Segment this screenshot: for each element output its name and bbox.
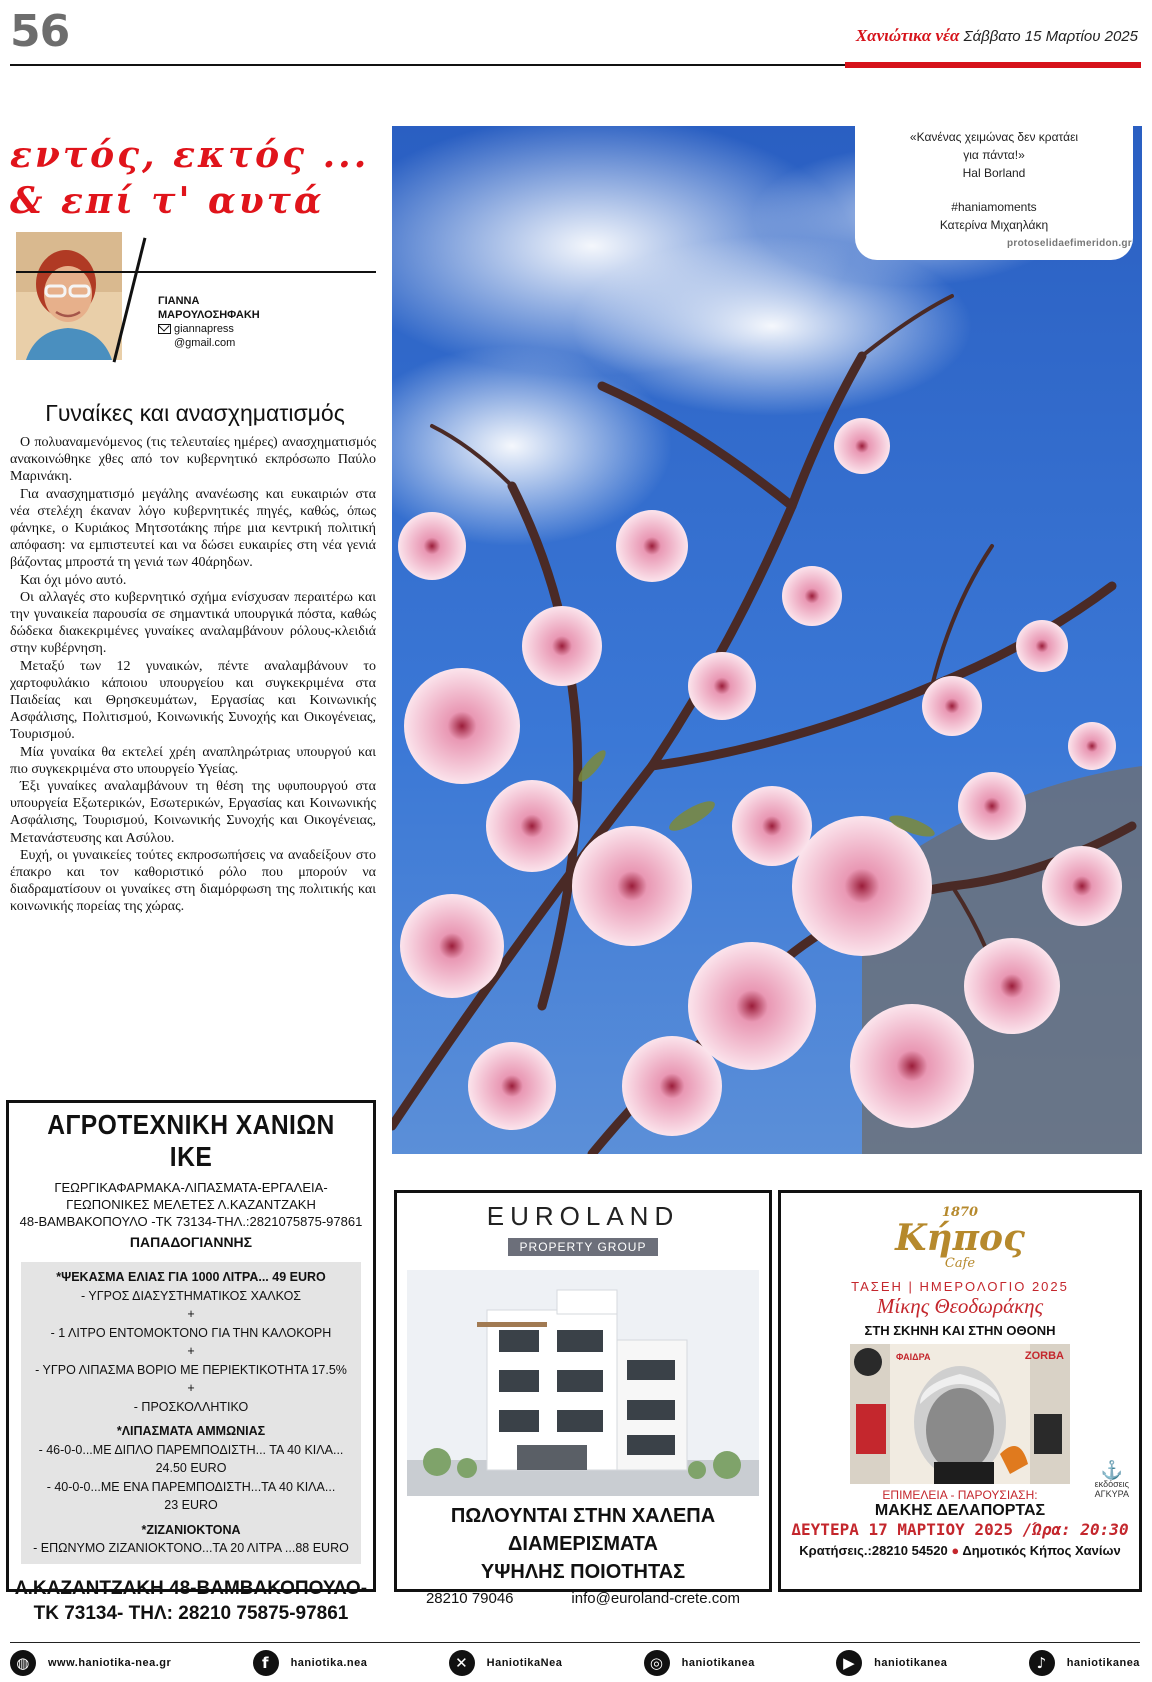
quote-line-1: «Κανένας χειμώνας δεν κρατάει xyxy=(909,130,1079,144)
event-title: ΣΤΗ ΣΚΗΝΗ ΚΑΙ ΣΤΗΝ ΟΘΟΝΗ xyxy=(864,1323,1056,1338)
article-paragraph: Για ανασχηματισμό μεγάλης ανανέωσης και ευκαιριών στα νέα στελέχη έκαναν λόγο κυβερνητικές πηγές, καθώς, όπως φάνηκε, ο Κυριάκος Μητσοτάκης πήρε μια κεντρική πολιτική απόφαση: να εμπιστευτεί και να δώσει ευκαιρίες στη νέα γενιά βάζοντας μπροστά τη γενιά των 40άρηδων. xyxy=(10,486,376,571)
offer-item: - 46-0-0...ΜΕ ΔΙΠΛΟ ΠΑΡΕΜΠΟΔΙΣΤΗ... ΤΑ 40 ΚΙΛΑ... xyxy=(38,1442,344,1457)
publisher-label: εκδόσεις xyxy=(1094,1479,1129,1489)
ad-kipos-cafe xyxy=(778,1190,1142,1592)
tiktok-label: haniotikanea xyxy=(1066,1657,1140,1669)
author-name-2: ΜΑΡΟΥΛΟΣΗΦΑΚΗ xyxy=(158,309,260,321)
mail-icon xyxy=(158,324,171,334)
footer-facebook[interactable] xyxy=(253,1650,368,1676)
website-label: www.haniotika-nea.gr xyxy=(48,1657,172,1669)
anchor-icon: ⚓ xyxy=(1100,1460,1124,1480)
euroland-line: ΔΙΑΜΕΡΙΣΜΑΤΑ xyxy=(508,1533,658,1555)
publisher xyxy=(1095,1461,1129,1499)
euroland-line: ΠΩΛΟΥΝΤΑΙ ΣΤΗΝ ΧΑΛΕΠΑ xyxy=(450,1505,716,1527)
author-name-1: ΓΙΑΝΝΑ xyxy=(158,295,200,307)
article-paragraph: Ευχή, οι γυναικείες τούτες εκπροσωπήσεις να αναδείξουν στο έπακρο και τον καθοριστικό ρόλο που μπορούν να διαδραματίσουν οι γυναίκες στη διαμόρφωση της πολιτικής και κοινωνικής πορείας της χώρας. xyxy=(10,847,376,915)
watermark: protoselidaefimeridon.gr xyxy=(1007,238,1132,249)
offer-plus: + xyxy=(187,1307,195,1321)
tiktok-icon: ♪ xyxy=(1029,1650,1055,1676)
author-rule xyxy=(16,271,376,273)
article-paragraph: Και όχι μόνο αυτό. xyxy=(20,572,127,588)
euroland-contact xyxy=(397,1590,769,1607)
euroland-line: ΥΨΗΛΗΣ ΠΟΙΟΤΗΤΑΣ xyxy=(480,1561,686,1583)
curation-label: ΕΠΙΜΕΛΕΙΑ - ΠΑΡΟΥΣΙΑΣΗ: xyxy=(882,1488,1038,1502)
facebook-icon: f xyxy=(253,1650,279,1676)
page-number: 56 xyxy=(10,6,70,57)
footer-rule xyxy=(10,1642,1140,1643)
quote-line-2: για πάντα!» xyxy=(963,148,1025,162)
author-email-1: giannapress xyxy=(174,323,234,335)
euroland-text xyxy=(397,1502,769,1586)
author-email-2: @gmail.com xyxy=(174,337,236,349)
venue: Δημοτικός Κήπος Χανίων xyxy=(962,1543,1121,1558)
article-title: Γυναίκες και ανασχηματισμός xyxy=(45,400,345,426)
event-date: ΔΕΥΤΕΡΑ 17 ΜΑΡΤΙΟΥ 2025 xyxy=(791,1520,1013,1539)
header-red-bar xyxy=(845,62,1141,68)
footer-youtube[interactable] xyxy=(836,1650,947,1676)
ad-agro-name: ΠΑΠΑΔΟΓΙΑΝΝΗΣ xyxy=(129,1234,253,1250)
event-series: ΤΑΣΕΗ | ΗΜΕΡΟΛΟΓΙΟ 2025 xyxy=(851,1279,1069,1294)
footer-social xyxy=(10,1648,1140,1678)
youtube-label: haniotikanea xyxy=(874,1657,948,1669)
instagram-icon: ◎ xyxy=(644,1650,670,1676)
newspaper-brand: Χανιώτικα νέα xyxy=(855,26,960,45)
event-datetime xyxy=(781,1520,1139,1539)
ad-agro-address-line: Λ.ΚΑΖΑΝΤΖΑΚΗ 48-ΒΑΜΒΑΚΟΠΟΥΛΟ- xyxy=(14,1578,368,1599)
ad-agro-line: ΓΕΩΠΟΝΙΚΕΣ ΜΕΛΕΤΕΣ Λ.ΚΑΖΑΝΤΖΑΚΗ xyxy=(66,1197,316,1212)
offer-heading: *ΛΙΠΑΣΜΑΤΑ ΑΜΜΩΝΙΑΣ xyxy=(116,1424,266,1438)
euroland-group: PROPERTY GROUP xyxy=(508,1238,659,1256)
article-paragraph: Μεταξύ των 12 γυναικών, πέντε αναλαμβάνουν το χαρτοφυλάκιο κάποιου υπουργείου και συγκεκριμένα στα Παιδείας και Θρησκευμάτων, Εργασίας και Κοινωνικής Ασφάλισης, Πολιτισμού, Κοινωνικής Συνοχής και Οικογένειας, Τουρισμού. xyxy=(10,658,376,743)
offer-item: - ΕΠΩΝΥΜΟ ΖΙΖΑΝΙΟΚΤΟΝΟ...ΤΑ 20 ΛΙΤΡΑ ...88 EURO xyxy=(33,1541,349,1555)
article-paragraph: Οι αλλαγές στο κυβερνητικό σχήμα ενίσχυσαν περαιτέρω και την γυναικεία παρουσία σε σημαντικά υπουργικά πόστα, καθώς δώδεκα διακεκριμένες γυναίκες αναλαμβάνουν ρόλους-κλειδιά στην κυβέρνηση. xyxy=(10,589,376,657)
author-photo xyxy=(16,232,122,360)
offer-price: 23 EURO xyxy=(164,1498,218,1512)
footer-instagram[interactable] xyxy=(644,1650,755,1676)
author-info xyxy=(158,294,260,350)
kipos-logo: Κήπος xyxy=(895,1217,1025,1259)
author-email xyxy=(158,322,260,350)
instagram-label: haniotikanea xyxy=(681,1657,755,1669)
ad-euroland xyxy=(394,1190,772,1607)
quote-author: Hal Borland xyxy=(962,166,1026,180)
article-paragraph: Ο πολυαναμενόμενος (τις τελευταίες ημέρες) ανασχηματισμός ανακοινώθηκε χθες από τον κυβερνητικό εκπρόσωπο Παύλο Μαρινάκη. xyxy=(10,435,376,485)
offer-item: *ΨΕΚΑΣΜΑ ΕΛΙΑΣ ΓΙΑ 1000 ΛΙΤΡΑ... 49 EURO xyxy=(56,1270,326,1284)
offer-item: - 40-0-0...ΜΕ ΕΝΑ ΠΑΡΕΜΠΟΔΙΣΤΗ...ΤΑ 40 ΚΙΛΑ... xyxy=(46,1479,336,1494)
footer-website[interactable] xyxy=(10,1650,171,1676)
facebook-label: haniotika.nea xyxy=(290,1657,368,1669)
offer-item: - 1 ΛΙΤΡΟ ΕΝΤΟΜΟΚΤΟΝΟ ΓΙΑ ΤΗΝ ΚΑΛΟΚΟΡΗ xyxy=(50,1325,332,1340)
article-paragraph: Μία γυναίκα θα εκτελεί χρέη αναπληρώτριας υπουργού και πιο συγκεκριμένα στο υπουργείο Υγείας. xyxy=(10,744,376,777)
column-title xyxy=(10,132,380,224)
ad-agro-details xyxy=(9,1179,373,1230)
kipos-year: 1870 xyxy=(941,1205,979,1220)
offer-price: 24.50 EURO xyxy=(155,1461,227,1475)
ad-agro-offers xyxy=(21,1262,361,1564)
x-icon: ✕ xyxy=(449,1650,475,1676)
offer-plus: + xyxy=(187,1344,195,1358)
youtube-icon: ▶ xyxy=(836,1650,862,1676)
publisher-name: ΑΓΚΥΡΑ xyxy=(1094,1489,1129,1499)
euroland-email: info@euroland-crete.com xyxy=(571,1590,741,1607)
ad-agrotechniki xyxy=(6,1100,376,1624)
offer-item: - ΥΓΡΟ ΛΙΠΑΣΜΑ ΒΟΡΙΟ ΜΕ ΠΕΡΙΕΚΤΙΚΟΤΗΤΑ 17.5% xyxy=(35,1362,347,1377)
euroland-phone: 28210 79046 xyxy=(425,1590,514,1607)
ad-agro-title: ΑΓΡΟΤΕΧΝΙΚΗ ΧΑΝΙΩΝ ΙΚΕ xyxy=(47,1109,335,1172)
x-label: HaniotikaNea xyxy=(486,1657,563,1669)
event-info xyxy=(781,1543,1139,1558)
euroland-logo: EUROLAND xyxy=(486,1201,680,1231)
building-render xyxy=(407,1270,759,1496)
masthead xyxy=(856,26,1138,46)
ad-agro-line: ΓΕΩΡΓΙΚΑΦΑΡΜΑΚΑ-ΛΙΠΑΣΜΑΤΑ-ΕΡΓΑΛΕΙΑ- xyxy=(54,1180,328,1195)
poster-text-1: ΦΑΙΔΡΑ xyxy=(896,1352,931,1362)
article-paragraph: Έξι γυναίκες αναλαμβάνουν τη θέση της υφυπουργού στα υπουργεία Εξωτερικών, Εσωτερικών, Εργασίας και Κοινωνικής Ασφάλισης, Τουρισμού, Κοινωνικής Συνοχής και Οικογένειας, Μετανάστευσης και Ασύλου. xyxy=(10,779,376,846)
event-subject: Μίκης Θεοδωράκης xyxy=(876,1294,1044,1318)
column-title-line1: εντός, εκτός ... xyxy=(10,134,370,176)
ad-agro-line: 48-ΒΑΜΒΑΚΟΠΟΥΛΟ -ΤΚ 73134-ΤΗΛ.:2821075875-97861 xyxy=(19,1214,363,1229)
offer-item: - ΠΡΟΣΚΟΛΛΗΤΙΚΟ xyxy=(133,1399,249,1414)
offer-item: - ΥΓΡΟΣ ΔΙΑΣΥΣΤΗΜΑΤΙΚΟΣ ΧΑΛΚΟΣ xyxy=(80,1288,302,1303)
event-poster xyxy=(850,1344,1070,1484)
poster-text-2: ZORBA xyxy=(1024,1350,1064,1362)
column-title-line2: & επί τ' αυτά xyxy=(10,180,325,222)
event-time: /Ώρα: 20:30 xyxy=(1022,1520,1129,1539)
footer-tiktok[interactable] xyxy=(1029,1650,1140,1676)
photo-hashtag: #haniamoments xyxy=(951,200,1037,214)
globe-icon: ◍ xyxy=(10,1650,36,1676)
ad-agro-address xyxy=(9,1576,373,1626)
presenter: ΜΑΚΗΣ ΔΕΛΑΠΟΡΤΑΣ xyxy=(874,1502,1046,1519)
almond-blossom-photo xyxy=(392,126,1142,1154)
photographer: Κατερίνα Μιχαηλάκη xyxy=(939,218,1049,232)
kipos-cafe: Cafe xyxy=(944,1256,976,1271)
bullet-icon: ● xyxy=(951,1543,960,1558)
offer-plus: + xyxy=(187,1381,195,1395)
issue-date: Σάββατο 15 Μαρτίου 2025 xyxy=(963,28,1138,45)
article-body xyxy=(10,434,376,916)
offer-heading: *ΖΙΖΑΝΙΟΚΤΟΝΑ xyxy=(141,1522,241,1537)
reservations: Κρατήσεις.:28210 54520 xyxy=(799,1543,948,1558)
ad-agro-address-line: ΤΚ 73134- ΤΗΛ: 28210 75875-97861 xyxy=(33,1603,349,1624)
footer-x[interactable] xyxy=(449,1650,563,1676)
